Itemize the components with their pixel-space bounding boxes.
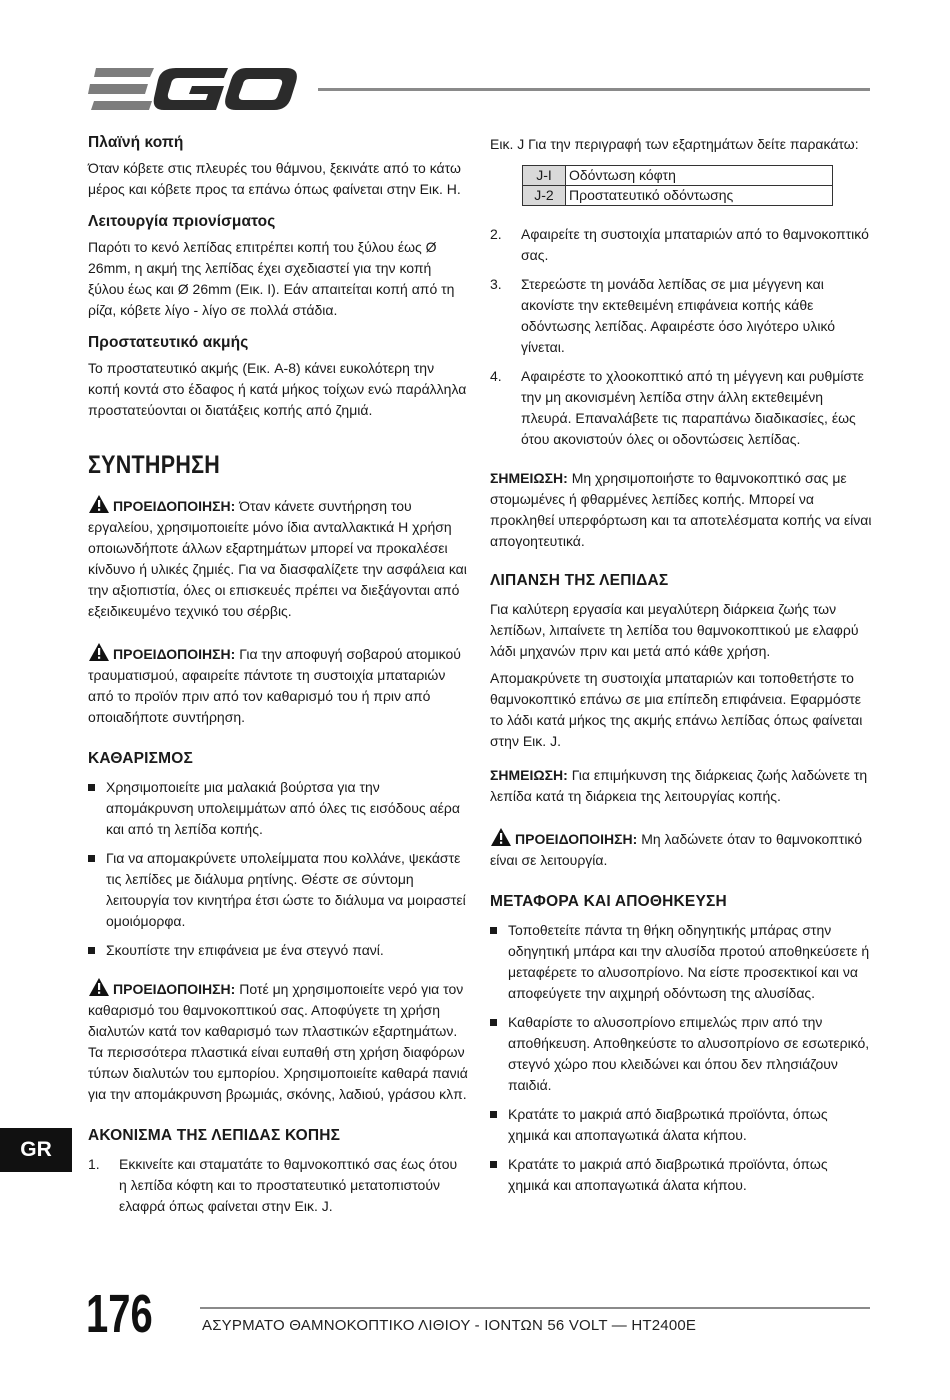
warning-text: Όταν κάνετε συντήρηση του εργαλείου, χρησιμοποιείτε μόνο ίδια ανταλλακτικά Η χρήση οποιωνδήποτε άλλων εξαρτημάτων μπορεί να προκαλέσει κίνδυνο ή υλικές ζημιές. Για να διασφαλίζετε την ασφάλεια και την αξιοπιστία, όλες οι επισκευές πρέπει να διεξάγονται από εξειδικευμένο τεχνικό του σέρβις.: [88, 498, 467, 619]
sawing-heading: Λειτουργία πριονίσματος: [88, 213, 276, 230]
cleaning-heading: ΚΑΘΑΡΙΣΜΟΣ: [88, 750, 194, 767]
warning-block: [88, 494, 468, 622]
note-block: [490, 468, 872, 552]
part-name: Οδόντωση κόφτη: [566, 166, 833, 186]
list-item: Σκουπίστε την επιφάνεια με ένα στεγνό πανί.: [88, 940, 468, 961]
edge-guard-heading: Προστατευτικό ακμής: [88, 334, 249, 351]
edge-guard-text: Το προστατευτικό ακμής (Εικ. A-8) κάνει ευκολότερη την κοπή κοντά στο έδαφος ή κατά μήκος τοίχων ενώ παράλληλα προστατεύονται οι διατάξεις κοπής από ζημιά.: [88, 360, 467, 418]
sharpening-heading: ΑΚΟΝΙΣΜΑ ΤΗΣ ΛΕΠΙΔΑΣ ΚΟΠΗΣ: [88, 1127, 341, 1144]
side-cut-text: Όταν κόβετε στις πλευρές του θάμνου, ξεκινάτε από το κάτω μέρος και κόβετε προς τα επάνω όπως φαίνεται στην Εικ. H.: [88, 160, 461, 197]
list-item: Κρατάτε το μακριά από διαβρωτικά προϊόντα, όπως χημικά και αποπαγωτικά άλατα κήπου.: [490, 1154, 872, 1196]
bullet-square-icon: [88, 947, 95, 954]
warning-text: Ποτέ μη χρησιμοποιείτε νερό για τον καθαρισμό του θαμνοκοπτικού σας. Αποφύγετε τη χρήση διαλυτών κατά τον καθαρισμό των πλαστικών εξαρτημάτων. Τα περισσότερα πλαστικά είναι ευπαθή στη χρήση διαφόρων τύπων διαλυτών του εμπορίου. Χρησιμοποιείτε καθαρά πανιά για την απομάκρυνση βρωμιάς, σκόνης, λαδιού, γράσου κλπ.: [88, 981, 468, 1102]
maintenance-title: ΣΥΝΤΗΡΗΣΗ: [88, 451, 221, 479]
warning-text: Μη λαδώνετε όταν το θαμνοκοπτικό είναι σε λειτουργία.: [490, 831, 863, 868]
warning-label: ΠΡΟΕΙΔΟΠΟΙΗΣΗ:: [113, 981, 236, 997]
side-cut-heading: Πλαϊνή κοπή: [88, 134, 184, 151]
lubrication-heading: ΛΙΠΑΝΣΗ ΤΗΣ ΛΕΠΙΔΑΣ: [490, 572, 669, 589]
warning-label: ΠΡΟΕΙΔΟΠΟΙΗΣΗ:: [515, 831, 638, 847]
list-item: Κρατάτε το μακριά από διαβρωτικά προϊόντα, όπως χημικά και αποπαγωτικά άλατα κήπου.: [490, 1104, 872, 1146]
footer-rule: [200, 1307, 870, 1309]
part-key: J-2: [523, 186, 566, 206]
warning-text: Για την αποφυγή σοβαρού ατομικού τραυματισμού, αφαιρείτε πάντοτε τη συστοιχία μπαταριών από το προϊόν πριν από τον καθαρισμό του ή πριν από οποιαδήποτε συντήρηση.: [88, 646, 461, 725]
cleaning-list: [88, 777, 468, 961]
figure-caption: Εικ. J Για την περιγραφή των εξαρτημάτων δείτε παρακάτω:: [490, 136, 859, 152]
bullet-square-icon: [490, 1161, 497, 1168]
list-item: Χρησιμοποιείτε μια μαλακιά βούρτσα για την απομάκρυνση υπολειμμάτων από όλες τις εισόδους αέρα και από τη λεπίδα κοπής.: [88, 777, 468, 840]
note-label: ΣΗΜΕΙΩΣΗ:: [490, 470, 568, 486]
warning-triangle-icon: [88, 642, 110, 662]
table-row: [523, 166, 833, 186]
warning-label: ΠΡΟΕΙΔΟΠΟΙΗΣΗ:: [113, 498, 236, 514]
part-key: J-I: [523, 166, 566, 186]
ego-logo: [88, 66, 298, 112]
table-row: [523, 186, 833, 206]
list-item: Για να απομακρύνετε υπολείμματα που κολλάνε, ψεκάστε τις λεπίδες με διάλυμα ρητίνης. Θέστε σε σύντομη λειτουργία τον κινητήρα έτσι ώστε το διάλυμα να μοιραστεί ομοιόμορφα.: [88, 848, 468, 932]
note-block: [490, 765, 872, 807]
page-number: 176: [86, 1284, 153, 1344]
bullet-square-icon: [88, 855, 95, 862]
sawing-text: Παρότι το κενό λεπίδας επιτρέπει κοπή του ξύλου έως Ø 26mm, η ακμή της λεπίδας έχει σχεδιαστεί για την κοπή ξύλου έως και Ø 26mm (Εικ. I). Εάν απαιτείται κοπή από τη ρίζα, κόβετε λίγο - λίγο σε πολλά στάδια.: [88, 239, 455, 318]
parts-table: [522, 165, 833, 206]
part-name: Προστατευτικό οδόντωσης: [566, 186, 833, 206]
list-item: 3. Στερεώστε τη μονάδα λεπίδας σε μια μέγγενη και ακονίστε την εκτεθειμένη επιφάνεια κοπής κάθε οδόντωσης λεπίδας. Αφαιρέστε όσο λιγότερο υλικό γίνεται.: [490, 276, 836, 355]
right-column: [490, 134, 872, 1210]
left-column: [88, 134, 468, 1229]
bullet-square-icon: [490, 927, 497, 934]
storage-heading: ΜΕΤΑΦΟΡΑ ΚΑΙ ΑΠΟΘΗΚΕΥΣΗ: [490, 893, 727, 910]
lubrication-text-2: Απομακρύνετε τη συστοιχία μπαταριών και τοποθετήστε το θαμνοκοπτικό επάνω σε μια επίπεδη επιφάνεια. Εφαρμόστε το λάδι κατά μήκος της ακμής επάνω λεπίδας όπως φαίνεται στην Εικ. J.: [490, 670, 863, 749]
lubrication-text-1: Για καλύτερη εργασία και μεγαλύτερη διάρκεια ζωής των λεπίδων, λιπαίνετε τη λεπίδα του θαμνοκοπτικού με ελαφρύ λάδι μηχανών πριν και μετά από κάθε χρήση.: [490, 601, 859, 659]
footer-title: ΑΣΥΡΜΑΤΟ ΘΑΜΝΟΚΟΠΤΙΚΟ ΛΙΘΙΟΥ - ΙΟΝΤΩΝ 56 VOLT — HT2400E: [202, 1317, 697, 1334]
note-text: Μη χρησιμοποιήστε το θαμνοκοπτικό σας με στομωμένες ή φθαρμένες λεπίδες κοπής. Μπορεί να προκληθεί υπερφόρτωση και τα αποτελέσματα κοπής να είναι απογοητευτικά.: [490, 470, 872, 549]
note-text: Για επιμήκυνση της διάρκειας ζωής λαδώνετε τη λεπίδα κατά τη διάρκεια της λειτουργίας κοπής.: [490, 767, 868, 804]
page-header: [0, 0, 950, 130]
warning-triangle-icon: [88, 977, 110, 997]
warning-block: [88, 977, 468, 1105]
list-item: 4. Αφαιρέστε το χλοοκοπτικό από τη μέγγενη και ρυθμίστε την μη ακονισμένη λεπίδα στην άλλη εκτεθειμένη πλευρά. Επαναλάβετε τις παραπάνω διαδικασίες, έως ότου ακονιστούν όλες οι οδοντώσεις λεπίδας.: [490, 368, 864, 447]
language-tab: GR: [0, 1128, 72, 1172]
bullet-square-icon: [490, 1019, 497, 1026]
storage-list: [490, 920, 872, 1196]
list-item: Καθαρίστε το αλυσοπρίονο επιμελώς πριν από την αποθήκευση. Αποθηκεύστε το αλυσοπρίονο σε εσωτερικό, στεγνό χώρο που κλειδώνει και όπου δεν πλησιάζουν παιδιά.: [490, 1012, 872, 1096]
list-item: Τοποθετείτε πάντα τη θήκη οδηγητικής μπάρας στην οδηγητική μπάρα και την αλυσίδα προτού αποθηκεύσετε ή μεταφέρετε το αλυσοπρίονο. Να είστε προσεκτικοί και να αποφεύγετε την αιχμηρή οδόντωση της αλυσίδας.: [490, 920, 872, 1004]
warning-triangle-icon: [490, 827, 512, 847]
note-label: ΣΗΜΕΙΩΣΗ:: [490, 767, 568, 783]
warning-label: ΠΡΟΕΙΔΟΠΟΙΗΣΗ:: [113, 646, 236, 662]
list-item: 1. Εκκινείτε και σταματάτε το θαμνοκοπτικό σας έως ότου η λεπίδα κόφτη και το προστατευτικό μετατοπιστούν ελαφρά όπως φαίνεται στην Εικ. J.: [88, 1156, 458, 1214]
header-rule: [318, 88, 870, 91]
bullet-square-icon: [490, 1111, 497, 1118]
warning-block: [490, 827, 872, 871]
list-item: 2. Αφαιρείτε τη συστοιχία μπαταριών από το θαμνοκοπτικό σας.: [490, 226, 869, 263]
sharpening-steps-continued: [490, 224, 872, 450]
warning-block: [88, 642, 468, 728]
warning-triangle-icon: [88, 494, 110, 514]
bullet-square-icon: [88, 784, 95, 791]
sharpening-steps: [88, 1154, 468, 1217]
